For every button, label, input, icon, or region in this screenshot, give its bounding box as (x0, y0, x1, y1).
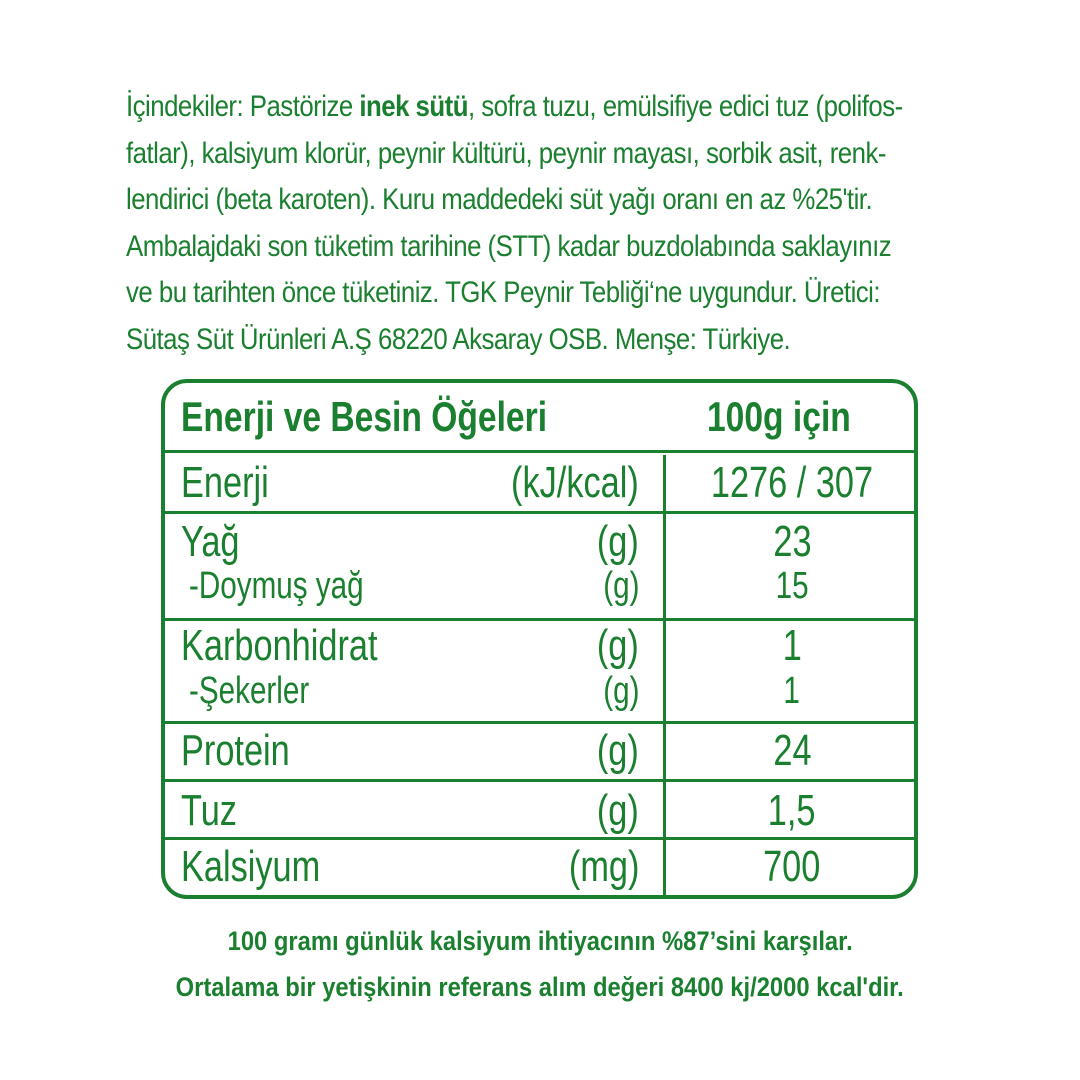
nutrient-name: Kalsiyum (181, 842, 321, 891)
nutrient-name: Tuz (181, 786, 237, 835)
nutrient-unit: (mg) (568, 842, 639, 891)
nutrient-value: 23 (772, 517, 812, 566)
nutrient-unit: (kJ/kcal) (511, 458, 639, 507)
ingredients-line: Sütaş Süt Ürünleri A.Ş 68220 Aksaray OSB. Menşe: Türkiye. (126, 322, 791, 356)
ingredients-line: lendirici (beta karoten). Kuru maddedeki süt yağı oranı en az %25'tir. (126, 183, 873, 216)
nutrient-unit: (g) (597, 621, 639, 670)
table-header-label: Enerji ve Besin Öğeleri (181, 393, 548, 440)
ingredients-text (126, 84, 958, 363)
nutrient-subname: -Doymuş yağ (189, 565, 364, 607)
ingredients-line: Ambalajdaki son tüketim tarihine (STT) kadar buzdolabında saklayınız (126, 229, 892, 263)
nutrient-value: 24 (772, 726, 812, 775)
nutrient-unit: (g) (602, 565, 639, 607)
divider (165, 837, 914, 840)
nutrient-unit: (g) (597, 517, 639, 566)
nutrient-unit: (g) (597, 786, 639, 835)
nutrient-value: 700 (763, 842, 821, 891)
nutrient-unit: (g) (597, 726, 639, 775)
nutrient-unit: (g) (602, 670, 639, 712)
nutrient-name: Protein (181, 726, 290, 775)
ingredients-line: İçindekiler: Pastörize inek sütü, sofra tuzu, emülsifiye edici tuz (polifos- (126, 90, 903, 123)
ingredients-line: fatlar), kalsiyum klorür, peynir kültürü, peynir mayası, sorbik asit, renk- (126, 136, 886, 170)
divider (165, 450, 914, 453)
nutrient-value: 15 (775, 565, 809, 607)
nutrient-subname: -Şekerler (189, 670, 310, 712)
nutrient-name: Karbonhidrat (181, 621, 378, 670)
footer-reference-note: Ortalama bir yetişkinin referans alım değeri 8400 kj/2000 kcal'dir. (175, 972, 905, 1002)
nutrient-value: 1276 / 307 (710, 458, 874, 507)
nutrient-value: 1 (783, 670, 801, 712)
divider (165, 511, 914, 514)
footer-calcium-note: 100 gramı günlük kalsiyum ihtiyacının %87’sini karşılar. (227, 926, 853, 956)
table-header-per: 100g için (707, 393, 851, 440)
nutrient-name: Enerji (181, 458, 269, 507)
nutrient-value: 1 (782, 621, 802, 670)
nutrient-value: 1,5 (768, 786, 816, 835)
ingredients-line: ve bu tarihten önce tüketiniz. TGK Peynir Tebliği‘ne uygundur. Üretici: (126, 276, 881, 309)
nutrition-table (161, 379, 918, 899)
nutrient-name: Yağ (181, 517, 240, 566)
divider (165, 779, 914, 782)
divider (165, 721, 914, 724)
